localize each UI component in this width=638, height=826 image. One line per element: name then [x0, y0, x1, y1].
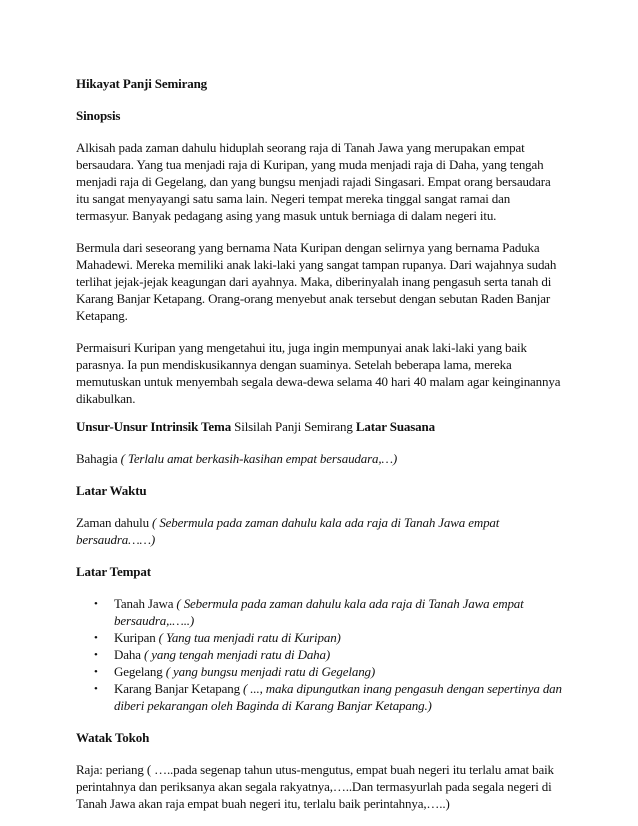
bullet-icon: • [94, 649, 98, 661]
latar-tempat-heading: Latar Tempat [76, 564, 151, 579]
place-name: Gegelang [114, 664, 163, 679]
document-page [76, 75, 566, 812]
tema-value: Silsilah Panji Semirang [231, 419, 356, 434]
watak-text: Raja: periang ( …..pada segenap tahun utus-mengutus, empat buah negeri itu terlalu amat baik perintahnya dan periksanya akan segala rakyatnya,…..Dan termasyurlah pada segala negeri di Tanah Jawa akan raja empat buah negeri itu, terlalu baik perintahnya,…..) [76, 762, 554, 811]
place-name: Karang Banjar Ketapang [114, 681, 240, 696]
place-quote: ( yang tengah menjadi ratu di Daha) [140, 647, 331, 662]
place-quote: ( ..., maka dipungutkan inang pengasuh dengan sepertinya dan diberi pekarangan oleh Baginda di Karang Banjar Ketapang.) [114, 681, 562, 713]
watak-tokoh-heading: Watak Tokoh [76, 730, 150, 745]
place-quote: ( Yang tua menjadi ratu di Kuripan) [155, 630, 341, 645]
latar-waktu-heading: Latar Waktu [76, 483, 147, 498]
paragraph-2: Bermula dari seseorang yang bernama Nata Kuripan dengan selirnya yang bernama Paduka Mahadewi. Mereka memiliki anak laki-laki yang sangat tampan rupanya. Dari wajahnya sudah terlihat jejak-jejak keagungan dari ayahnya. Maka, diberinyalah inang pengasuh serta tanah di Karang Banjar Ketapang. Orang-orang menyebut anak tersebut dengan sebutan Raden Banjar Ketapang. [76, 240, 557, 323]
list-item [94, 680, 566, 714]
latar-tempat-list [76, 595, 566, 714]
waktu-quote: ( Sebermula pada zaman dahulu kala ada raja di Tanah Jawa empat bersaudra……) [76, 515, 500, 547]
paragraph-3: Permaisuri Kuripan yang mengetahui itu, juga ingin mempunyai anak laki-laki yang baik parasnya. Ia pun mendiskusikannya dengan suaminya. Setelah beberapa lama, mereka memutuskan untuk menyembah segala dewa-dewa selama 40 hari 40 malam agar keinginannya dikabulkan. [76, 340, 561, 406]
unsur-tema-label: Unsur-Unsur Intrinsik Tema [76, 419, 232, 434]
bullet-icon: • [94, 598, 98, 610]
suasana-line [76, 450, 566, 467]
place-quote: ( yang bungsu menjadi ratu di Gegelang) [162, 664, 376, 679]
suasana-quote: ( Terlalu amat berkasih-kasihan empat bersaudara,…) [117, 451, 398, 466]
place-name: Daha [114, 647, 141, 662]
sinopsis-heading: Sinopsis [76, 108, 121, 123]
latar-suasana-label: Latar Suasana [355, 419, 435, 434]
list-item [94, 629, 566, 646]
place-name: Tanah Jawa [114, 596, 174, 611]
waktu-line [76, 514, 566, 548]
unsur-intrinsik-line [76, 418, 566, 435]
bullet-icon: • [94, 666, 98, 678]
place-quote: ( Sebermula pada zaman dahulu kala ada raja di Tanah Jawa empat bersaudra,.…..) [114, 596, 524, 628]
bullet-icon: • [94, 632, 98, 644]
list-item [94, 646, 566, 663]
list-item [94, 663, 566, 680]
bullet-icon: • [94, 683, 98, 695]
list-item [94, 595, 566, 629]
place-name: Kuripan [114, 630, 156, 645]
waktu-value: Zaman dahulu [76, 515, 149, 530]
suasana-value: Bahagia [76, 451, 118, 466]
paragraph-1: Alkisah pada zaman dahulu hiduplah seorang raja di Tanah Jawa yang merupakan empat bersaudara. Yang tua menjadi raja di Kuripan, yang muda menjadi raja di Daha, yang tengah menjadi raja di Gegelang, dan yang bungsu menjadi rajadi Singasari. Empat orang bersaudara itu sangat menyayangi satu sama lain. Negeri tempat mereka tinggal sangat ramai dan termasyur. Banyak pedagang asing yang masuk untuk berniaga di dalam negeri itu. [76, 140, 551, 223]
document-title: Hikayat Panji Semirang [76, 76, 208, 91]
